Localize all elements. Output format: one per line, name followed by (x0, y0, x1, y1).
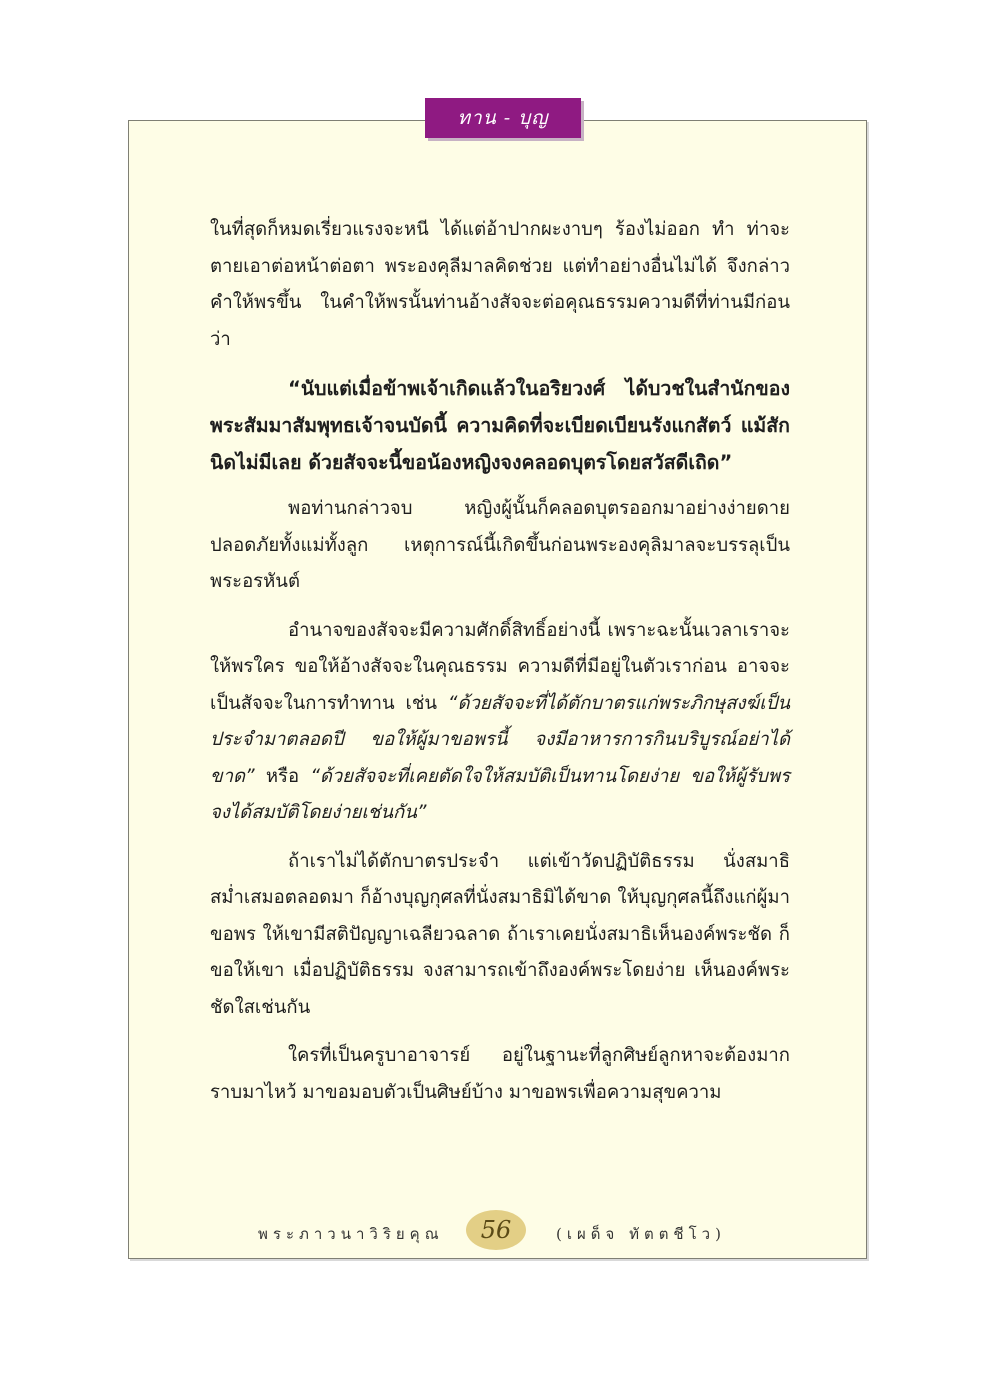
connector-or: หรือ (254, 765, 311, 787)
paragraph-3-text: อำนาจของสัจจะมีความศักดิ์สิทธิ์อย่างนี้ เพราะฉะนั้นเวลาเราจะให้พรใคร ขอให้อ้างสัจจะในคุณธรรม ความดีที่มีอยู่ในตัวเราก่อน อาจจะเป็นสัจจะในการทำทาน เช่น (210, 619, 790, 714)
page-number-badge: 56 (466, 1210, 526, 1250)
page-footer (128, 1210, 865, 1254)
paragraph-5: ใครที่เป็นครูบาอาจารย์ อยู่ในฐานะที่ลูกศิษย์ลูกหาจะต้องมากราบมาไหว้ มาขอมอบตัวเป็นศิษย์บ้าง มาขอพรเพื่อความสุขความ (210, 1045, 790, 1103)
paragraph-4: ถ้าเราไม่ได้ตักบาตรประจำ แต่เข้าวัดปฏิบัติธรรม นั่งสมาธิสม่ำเสมอตลอดมา ก็อ้างบุญกุศลที่นั่งสมาธิมิได้ขาด ให้บุญกุศลนี้ถึงแก่ผู้มาขอพร ให้เขามีสติปัญญาเฉลียวฉลาด ถ้าเราเคยนั่งสมาธิเห็นองค์พระชัด ก็ขอให้เขา เมื่อปฏิบัติธรรม จงสามารถเข้าถึงองค์พระโดยง่าย เห็นองค์พระชัดใสเช่นกัน (210, 850, 790, 1018)
example-quote-1: “ด้วยสัจจะที่ได้ตักบาตรแก่พระภิกษุสงฆ์เป็นประจำมาตลอดปี ขอให้ผู้มาขอพรนี้ จงมีอาหารการกินบริบูรณ์อย่าได้ขาด” (210, 692, 790, 787)
body-text (210, 212, 790, 1123)
paragraph-3 (210, 613, 790, 832)
blessing-quote: “นับแต่เมื่อข้าพเจ้าเกิดแล้วในอริยวงศ์ ได้บวชในสำนักของพระสัมมาสัมพุทธเจ้าจนบัดนี้ ความคิดที่จะเบียดเบียนรังแกสัตว์ แม้สักนิดไม่มีเลย ด้วยสัจจะนี้ขอน้องหญิงจงคลอดบุตรโดยสวัสดีเถิด” (210, 377, 790, 474)
paragraph-2: พอท่านกล่าวจบ หญิงผู้นั้นก็คลอดบุตรออกมาอย่างง่ายดาย ปลอดภัยทั้งแม่ทั้งลูก เหตุการณ์นี้เกิดขึ้นก่อนพระองคุลิมาลจะบรรลุเป็นพระอรหันต์ (210, 498, 790, 592)
example-quote-2: “ด้วยสัจจะที่เคยตัดใจให้สมบัติเป็นทานโดยง่าย ขอให้ผู้รับพร จงได้สมบัติโดยง่ายเช่นกัน” (210, 765, 790, 823)
paragraph-1: ในที่สุดก็หมดเรี่ยวแรงจะหนี ได้แต่อ้าปากผะงาบๆ ร้องไม่ออก ทำ ท่าจะตายเอาต่อหน้าต่อตา พระองคุลีมาลคิดช่วย แต่ทำอย่างอื่นไม่ได้ จึงกล่าวคำให้พรขึ้น ในคำให้พรนั้นท่านอ้างสัจจะต่อคุณธรรมความดีที่ท่านมีก่อนว่า (210, 219, 790, 350)
footer-author: พระภาวนาวิริยคุณ (258, 1225, 444, 1243)
footer-author-name: (เผด็จ ทัตตชีโว) (556, 1225, 726, 1243)
chapter-header-tab: ทาน - บุญ (425, 98, 581, 138)
